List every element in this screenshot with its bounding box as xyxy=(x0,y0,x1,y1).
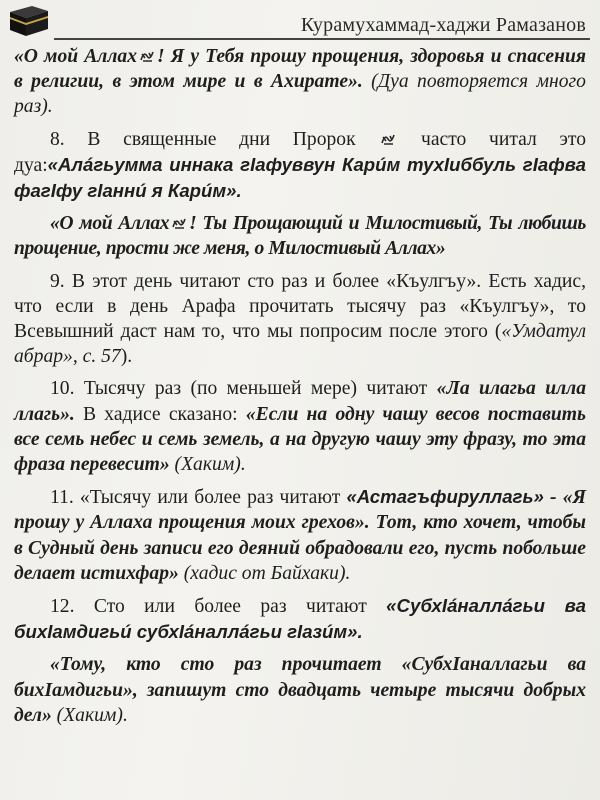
paragraph-12 xyxy=(14,593,586,645)
paragraph-10 xyxy=(14,376,586,477)
page-header xyxy=(0,0,600,44)
paragraph-10-text-a: 10. Тысячу раз (по меньшей мере) читают xyxy=(50,378,437,400)
paragraph-12-text-a: 12. Сто или более раз читают xyxy=(50,596,387,618)
paragraph-11-text-a: 11. «Тысячу или более раз читают xyxy=(50,487,347,509)
paragraph-11 xyxy=(14,484,586,586)
translation-start: «О мой Аллах xyxy=(50,213,170,235)
paragraph-12-dhikr: «СубхIáналлáгьи ва бихIамдигьú субхIáналлáгьи гIазúм». xyxy=(14,595,586,643)
kaaba-icon xyxy=(6,2,52,38)
dua-translation-rest: ! Я у Тебя прошу прощения, здоровья и спасения в религии, в этом мире и в Ахирате». xyxy=(14,46,586,93)
paragraph-11-dhikr: «Астагъфируллагь» xyxy=(346,486,544,508)
paragraph-10-hadith: «Если на одну чашу весов поставить все семь небес и семь земель, а на другую чашу эту фразу, то эта фраза перевесит» xyxy=(14,403,587,476)
dua-transliteration: «Алáгьумма иннака гIафуввун Карúм тухIиббуль гIафва фагIфу гIаннú я Карúм». xyxy=(14,153,586,202)
paragraph-10-dhikr: «Ла илагьа илла ллагь». xyxy=(14,378,587,425)
salawat-ligature-icon xyxy=(139,49,155,63)
paragraph-11-source: (хадис от Байхаки). xyxy=(178,562,351,584)
dua-repeat-note: (Дуа повторяется много раз). xyxy=(14,71,586,118)
paragraph-12-source: (Хаким). xyxy=(51,704,128,726)
paragraph-8-text-a: 8. В священные дни Пророк xyxy=(50,128,356,150)
paragraph-12-quote xyxy=(14,652,586,728)
running-head-title: Курамухаммад-хаджи Рамазанов xyxy=(300,14,586,36)
paragraph-9-source: «Умдатул абрар», с. 57 xyxy=(14,321,586,368)
translation-rest: ! Ты Прощающий и Милостивый, Ты любишь прощение, прости же меня, о Милостивый Аллах» xyxy=(14,213,586,260)
paragraph-10-source: (Хаким). xyxy=(169,454,246,476)
paragraph-10-text-b: В хадисе сказано: xyxy=(74,403,246,425)
paragraph-12-hadith: «Тому, кто сто раз прочитает «СубхIаналлагьи ва бихIамдигьи», запишут сто двадцать четыре тысячи добрых дел» xyxy=(14,654,586,726)
page-body xyxy=(14,44,586,735)
paragraph-dua-forgiveness xyxy=(14,44,586,120)
paragraph-9 xyxy=(14,269,586,370)
paragraph-8 xyxy=(14,127,586,205)
paragraph-9-text: 9. В этот день читают сто раз и более «Къулгъу». Есть хадис, что если в день Арафа прочитать тысячу раз «Къулгъу», то Всевышний даст нам то, что мы попросим после этого ( xyxy=(14,270,586,343)
paragraph-8-text-b: часто читал это дуа: xyxy=(14,128,586,176)
paragraph-9-end: ). xyxy=(120,346,133,368)
dua-translation-start: «О мой Аллах xyxy=(14,46,138,67)
salawat-ligature-icon xyxy=(171,216,187,230)
salawat-ligature-icon xyxy=(380,132,396,146)
header-rule xyxy=(54,38,590,40)
paragraph-8-translation xyxy=(14,211,586,261)
paragraph-11-hadith: - «Я прошу у Аллаха прощения моих грехов». Тот, кто хочет, чтобы в Судный день записи его деяний обрадовали его, пусть побольше делает истихфар» xyxy=(14,487,586,584)
